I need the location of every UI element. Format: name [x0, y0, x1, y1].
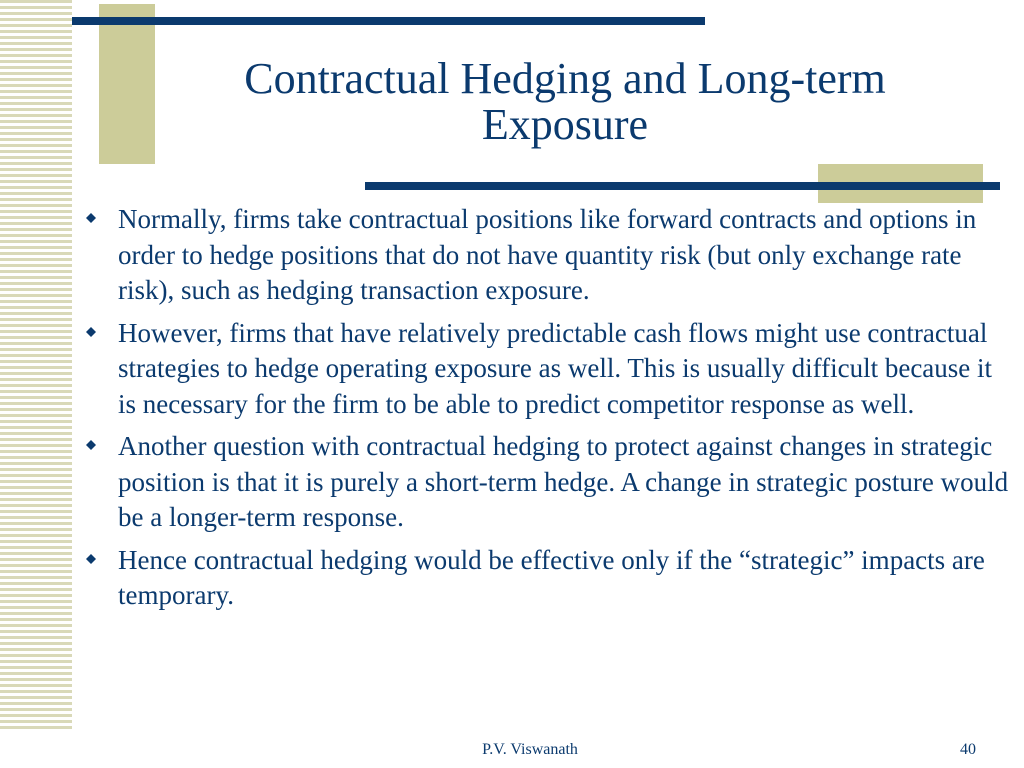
diamond-bullet-icon — [86, 327, 96, 337]
diamond-bullet-icon — [86, 213, 96, 223]
bullet-item — [78, 316, 1014, 423]
bullet-item — [78, 543, 1014, 614]
slide-title: Contractual Hedging and Long-term Exposure — [244, 54, 886, 149]
decorative-block-top — [99, 4, 155, 164]
diamond-bullet-icon — [86, 554, 96, 564]
bullet-text: Hence contractual hedging would be effective only if the “strategic” impacts are temporary. — [118, 544, 985, 610]
bullet-list — [78, 202, 1014, 621]
decorative-bar-bottom — [365, 182, 1000, 190]
page-number: 40 — [960, 741, 976, 758]
decorative-stripes — [0, 0, 72, 730]
bullet-item — [78, 429, 1014, 536]
bullet-text: However, firms that have relatively predictable cash flows might use contractual strategies to hedge operating exposure as well. This is usually difficult because it is necessary for the firm to be able to predict competitor response as well. — [118, 317, 993, 419]
diamond-bullet-icon — [86, 440, 96, 450]
bullet-text: Another question with contractual hedging to protect against changes in strategic position is that it is purely a short-term hedge. A change in strategic posture would be a longer-term response. — [118, 431, 1009, 532]
bullet-item — [78, 202, 1014, 309]
footer-author: P.V. Viswanath — [482, 741, 578, 758]
bullet-text: Normally, firms take contractual positions like forward contracts and options in order to hedge positions that do not have quantity risk (but only exchange rate risk), such as hedging transaction exposure. — [118, 204, 977, 305]
decorative-bar-top — [72, 17, 705, 25]
